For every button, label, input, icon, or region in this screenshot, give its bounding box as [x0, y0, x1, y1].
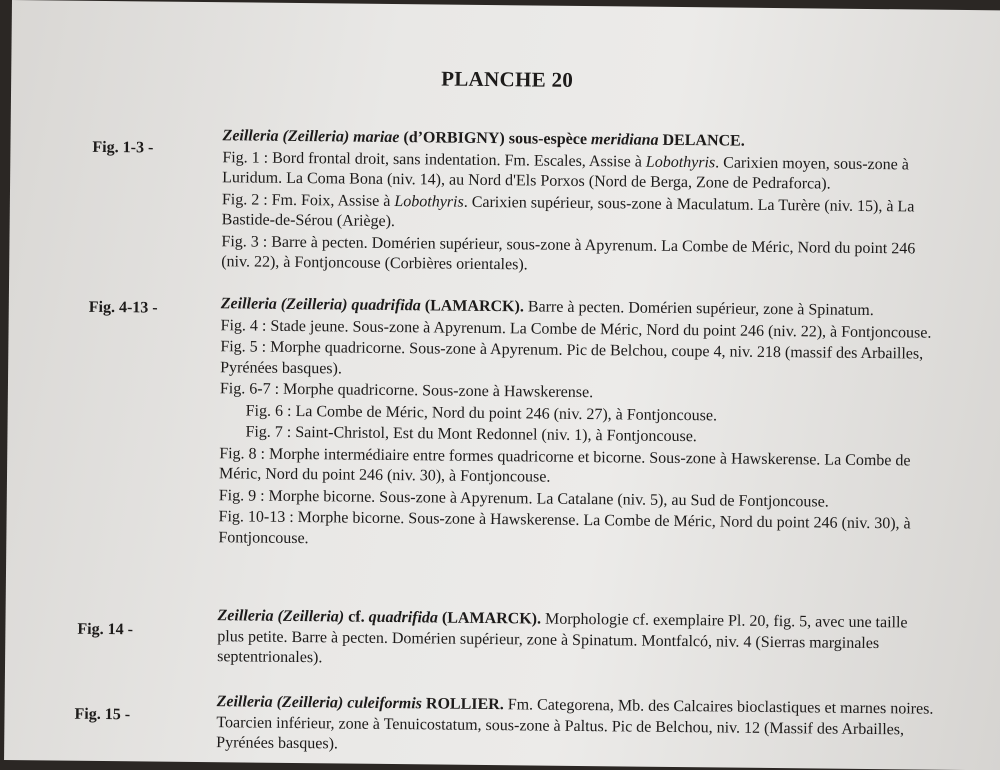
subgenus: (Zeilleria)	[280, 295, 348, 314]
genus: Zeilleria	[222, 127, 279, 145]
entry-content	[216, 692, 935, 761]
figure-description: Fig. 10-13 : Morphe bicorne. Sous-zone à Hawskerense. La Combe de Méric, Nord du point 246 (niv. 30), à Fontjoncouse.	[218, 508, 911, 547]
entry-content	[221, 126, 940, 280]
figure-description: Fig. 2 : Fm. Foix, Assise à Lobothyris. Carixien supérieur, sous-zone à Maculatum. La Turère (niv. 15), à La Bastide-de-Sérou (Ariège).	[221, 190, 915, 231]
author: (d’ORBIGNY)	[403, 129, 505, 148]
subgenus: (Zeilleria)	[282, 127, 350, 146]
species: mariae	[353, 128, 400, 147]
fig-label: Fig. 15 -	[74, 705, 131, 724]
genus: Zeilleria	[217, 607, 274, 625]
entry-content	[218, 294, 939, 556]
entry-description: Morphologie cf. exemplaire Pl. 20, fig. 5, avec une taille plus petite. Barre à pecten. Domérien supérieur, zone à Spinatum. Montfalcó, niv. 4 (Sierras marginales septentrionales).	[217, 610, 908, 667]
entry-description: Fm. Categorena, Mb. des Calcaires bioclastiques et marnes noires. Toarcien inférieur, zone à Tenuicostatum, sous-zone à Paltus. Pic de Belchou, niv. 12 (Massif des Arbailles, Pyrénées basques).	[216, 696, 934, 753]
subspecies-author: DELANCE.	[662, 131, 745, 150]
figure-description: Fig. 5 : Morphe quadricorne. Sous-zone à Apyrenum. Pic de Belchou, coupe 4, niv. 218 (massif des Arbailles, Pyrénées basques).	[220, 338, 924, 377]
figure-description: Fig. 6 : La Combe de Méric, Nord du point 246 (niv. 27), à Fontjoncouse.	[245, 401, 718, 424]
figure-description: Fig. 4 : Stade jeune. Sous-zone à Apyrenum. La Combe de Méric, Nord du point 246 (niv. 22), à Fontjoncouse.	[220, 316, 932, 342]
page-title: PLANCHE 20	[441, 66, 574, 92]
author: (LAMARCK).	[424, 297, 524, 316]
figure-description: Fig. 3 : Barre à pecten. Domérien supérieur, sous-zone à Apyrenum. La Combe de Méric, Nord du point 246 (niv. 22), à Fontjoncouse (Corbières orientales).	[221, 232, 916, 274]
figure-description: Fig. 7 : Saint-Christol, Est du Mont Redonnel (niv. 1), à Fontjoncouse.	[245, 423, 697, 446]
cf-marker: cf.	[348, 608, 365, 626]
author: ROLLIER.	[425, 695, 504, 714]
subspecies-name: meridiana	[590, 131, 659, 149]
figure-description: Fig. 9 : Morphe bicorne. Sous-zone à Apyrenum. La Catalane (niv. 5), au Sud de Fontjoncouse.	[218, 486, 829, 511]
fig-label: Fig. 4-13 -	[88, 298, 158, 317]
figure-description: Fig. 1 : Bord frontal droit, sans indentation. Fm. Escales, Assise à Lobothyris. Carixien moyen, sous-zone à Luridum. La Coma Bona (niv. 14), au Nord d'Els Porxos (Nord de Berga, Zone de Pedraforca).	[222, 148, 910, 193]
fig-label: Fig. 14 -	[77, 620, 134, 639]
subgenus: (Zeilleria)	[276, 693, 344, 712]
entry-content	[217, 606, 936, 675]
document-page	[4, 0, 1000, 770]
species: culeiformis	[347, 694, 423, 713]
author: (LAMARCK).	[441, 609, 542, 628]
entry-description: Barre à pecten. Domérien supérieur, zone à Spinatum.	[523, 298, 874, 320]
genus: Zeilleria	[220, 295, 277, 313]
entry-heading	[216, 692, 935, 761]
species: quadrifida	[368, 608, 439, 627]
figure-description: Fig. 6-7 : Morphe quadricorne. Sous-zone à Hawskerense.	[219, 380, 594, 402]
subspecies-label: sous-espèce	[508, 130, 588, 149]
subgenus: (Zeilleria)	[277, 607, 345, 626]
entry-heading	[217, 606, 936, 675]
figure-description: Fig. 8 : Morphe intermédiaire entre formes quadricorne et bicorne. Sous-zone à Hawskerense. La Combe de Méric, Nord du point 246 (niv. 30), à Fontjoncouse.	[218, 444, 911, 486]
genus: Zeilleria	[216, 693, 273, 711]
fig-label: Fig. 1-3 -	[92, 138, 154, 157]
species: quadrifida	[351, 296, 421, 315]
